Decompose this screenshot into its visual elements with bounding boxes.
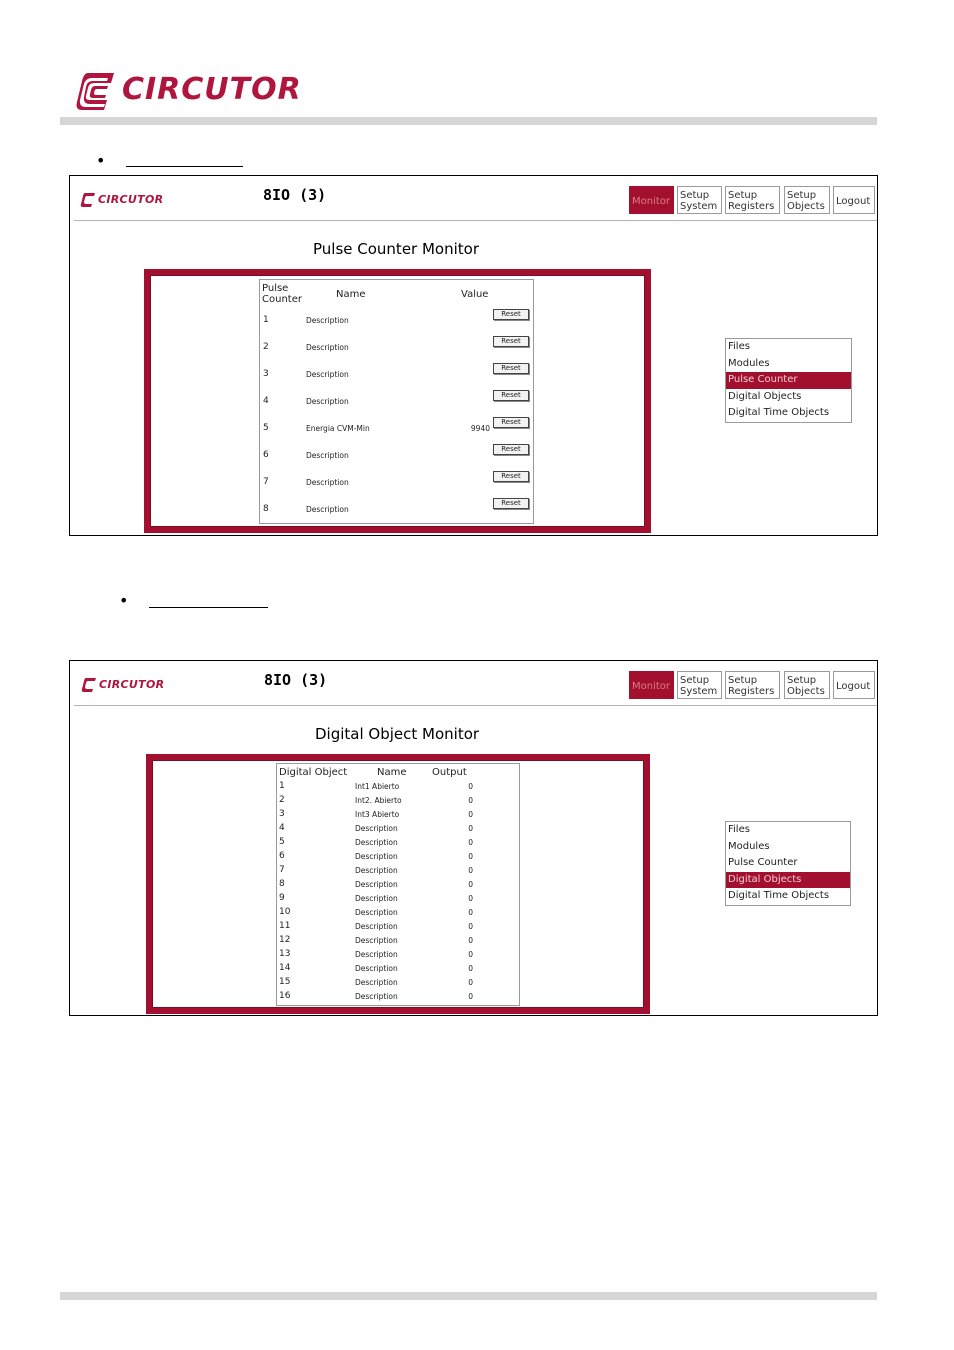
reset-button[interactable]: Reset <box>493 390 529 401</box>
mini-logo <box>80 192 172 210</box>
table-row-name: Int3 Abierto <box>355 810 400 819</box>
table-row-output: 0 <box>468 782 473 791</box>
bullet-icon: • <box>96 151 106 170</box>
table-row-name: Description <box>306 478 349 487</box>
app-header <box>70 176 877 220</box>
nav-setup-system-button[interactable]: Setup System <box>677 671 722 699</box>
circutor-mini-icon <box>81 677 97 693</box>
table-row-number: 7 <box>279 865 285 875</box>
table-row-name: Description <box>306 370 349 379</box>
table-row-name: Energia CVM-Min <box>306 424 370 433</box>
table-row-value: 9940 <box>470 424 490 433</box>
device-title: 8IO (3) <box>263 186 327 204</box>
table-row-number: 11 <box>279 921 291 931</box>
table-row-number: 3 <box>279 809 285 819</box>
table-row-name: Description <box>355 908 398 917</box>
nav-setup-registers-button[interactable]: Setup Registers <box>725 671 780 699</box>
monitor-title: Pulse Counter Monitor <box>313 240 479 258</box>
table-row-name: Description <box>306 316 349 325</box>
table-row-output: 0 <box>468 866 473 875</box>
table-row-number: 5 <box>263 423 269 433</box>
table-row-number: 4 <box>263 396 269 406</box>
table-row-output: 0 <box>468 894 473 903</box>
footer-divider <box>60 1292 877 1300</box>
nav-logout-button[interactable]: Logout <box>833 671 875 699</box>
table-row-output: 0 <box>468 992 473 1001</box>
table-row-name: Description <box>355 922 398 931</box>
table-row-name: Description <box>355 992 398 1001</box>
table-row-name: Description <box>355 852 398 861</box>
table-row-number: 8 <box>263 504 269 514</box>
reset-button[interactable]: Reset <box>493 417 529 428</box>
nav-setup-registers-button[interactable]: Setup Registers <box>725 186 780 214</box>
table-row-name: Description <box>306 451 349 460</box>
digital-object-screenshot <box>69 660 878 1016</box>
pulse-counter-table <box>259 279 534 524</box>
table-row-number: 1 <box>279 781 285 791</box>
table-row-number: 12 <box>279 935 291 945</box>
menu-item-digital-time-objects[interactable]: Digital Time Objects <box>728 407 830 419</box>
table-row-number: 5 <box>279 837 285 847</box>
header-digital-object: Digital Object <box>279 767 348 778</box>
header-value: Value <box>461 289 489 300</box>
table-row-output: 0 <box>468 964 473 973</box>
pulse-counter-screenshot <box>69 175 878 536</box>
circutor-logo-icon <box>74 70 118 112</box>
mini-wordmark: CIRCUTOR <box>98 193 164 206</box>
circutor-mini-icon <box>80 192 96 208</box>
bullet-icon: • <box>119 591 129 610</box>
header-divider <box>60 117 877 125</box>
heading-underline <box>126 166 243 167</box>
header-separator <box>74 705 877 706</box>
table-row-number: 2 <box>279 795 285 805</box>
table-row-name: Description <box>355 838 398 847</box>
nav-setup-system-button[interactable]: Setup System <box>677 186 722 214</box>
digital-object-table <box>276 763 520 1006</box>
circutor-logo <box>74 70 304 114</box>
nav-setup-objects-button[interactable]: Setup Objects <box>784 186 830 214</box>
reset-button[interactable]: Reset <box>493 336 529 347</box>
table-row-name: Description <box>355 936 398 945</box>
reset-button[interactable]: Reset <box>493 471 529 482</box>
header-separator <box>74 220 877 221</box>
table-row-name: Int1 Abierto <box>355 782 400 791</box>
monitor-side-menu <box>725 338 852 423</box>
menu-item-files[interactable]: Files <box>728 341 750 352</box>
app-header <box>70 661 877 705</box>
menu-item-modules[interactable]: Modules <box>728 840 770 852</box>
nav-logout-button[interactable]: Logout <box>833 186 875 214</box>
table-row-number: 2 <box>263 342 269 352</box>
table-row-output: 0 <box>468 852 473 861</box>
nav-monitor-button[interactable]: Monitor <box>629 671 674 699</box>
reset-button[interactable]: Reset <box>493 444 529 455</box>
table-row-name: Description <box>306 343 349 352</box>
table-row-output: 0 <box>468 978 473 987</box>
header-name: Name <box>377 767 407 778</box>
table-row-number: 8 <box>279 879 285 889</box>
header-name: Name <box>336 289 366 300</box>
table-row-output: 0 <box>468 838 473 847</box>
monitor-panel <box>146 754 650 1014</box>
table-row-name: Description <box>355 880 398 889</box>
menu-item-files[interactable]: Files <box>728 824 750 835</box>
table-row-number: 1 <box>263 315 269 325</box>
table-row-name: Description <box>355 964 398 973</box>
table-row-name: Int2. Abierto <box>355 796 402 805</box>
table-row-number: 14 <box>279 963 291 973</box>
table-row-name: Description <box>355 950 398 959</box>
table-row-name: Description <box>355 866 398 875</box>
table-row-output: 0 <box>468 908 473 917</box>
table-row-name: Description <box>355 824 398 833</box>
table-row-number: 16 <box>279 991 291 1001</box>
menu-item-digital-objects[interactable]: Digital Objects <box>728 390 802 402</box>
mini-logo <box>81 677 173 695</box>
table-row-number: 10 <box>279 907 291 917</box>
reset-button[interactable]: Reset <box>493 363 529 374</box>
header-pulse-counter: Pulse Counter <box>262 283 302 305</box>
menu-item-digital-time-objects[interactable]: Digital Time Objects <box>728 890 830 902</box>
table-row-output: 0 <box>468 922 473 931</box>
table-row-name: Description <box>355 894 398 903</box>
monitor-title: Digital Object Monitor <box>315 725 480 743</box>
table-row-output: 0 <box>468 810 473 819</box>
table-row-name: Description <box>306 505 349 514</box>
table-row-name: Description <box>306 397 349 406</box>
table-row-output: 0 <box>468 824 473 833</box>
menu-item-pulse-counter[interactable]: Pulse Counter <box>726 372 851 389</box>
table-row-number: 3 <box>263 369 269 379</box>
brand-wordmark: CIRCUTOR <box>122 72 302 107</box>
table-row-number: 4 <box>279 823 285 833</box>
menu-item-modules[interactable]: Modules <box>728 357 770 369</box>
monitor-panel <box>144 269 651 533</box>
menu-item-pulse-counter[interactable]: Pulse Counter <box>728 857 798 869</box>
table-row-output: 0 <box>468 796 473 805</box>
nav-monitor-button[interactable]: Monitor <box>629 186 674 214</box>
menu-item-digital-objects[interactable]: Digital Objects <box>726 872 850 889</box>
nav-setup-objects-button[interactable]: Setup Objects <box>784 671 830 699</box>
monitor-side-menu <box>725 821 851 906</box>
table-row-number: 6 <box>263 450 269 460</box>
table-row-name: Description <box>355 978 398 987</box>
header-output: Output <box>432 767 467 778</box>
table-row-number: 15 <box>279 977 291 987</box>
mini-wordmark: CIRCUTOR <box>99 678 165 691</box>
reset-button[interactable]: Reset <box>493 309 529 320</box>
table-row-number: 7 <box>263 477 269 487</box>
table-row-output: 0 <box>468 950 473 959</box>
device-title: 8IO (3) <box>264 671 328 689</box>
heading-underline <box>149 607 268 608</box>
reset-button[interactable]: Reset <box>493 498 529 509</box>
table-row-output: 0 <box>468 880 473 889</box>
table-row-number: 6 <box>279 851 285 861</box>
table-row-number: 13 <box>279 949 291 959</box>
table-row-output: 0 <box>468 936 473 945</box>
table-row-number: 9 <box>279 893 285 903</box>
